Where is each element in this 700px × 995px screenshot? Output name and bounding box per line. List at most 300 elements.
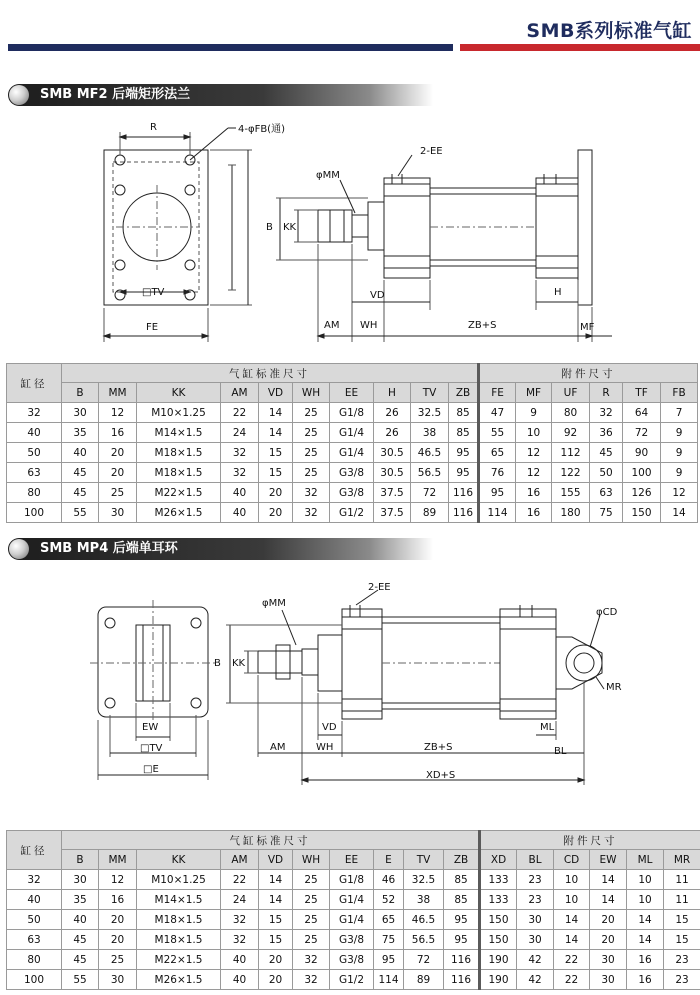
dim-am: AM	[324, 320, 340, 331]
table-cell: 20	[259, 970, 293, 990]
table-cell: 11	[664, 870, 700, 890]
table-cell: 15	[664, 930, 700, 950]
table-cell: 7	[661, 403, 698, 423]
bore-cell: 40	[7, 423, 62, 443]
table-cell: 55	[479, 423, 516, 443]
table-cell: 20	[259, 483, 293, 503]
mp4-spec-table	[6, 830, 700, 990]
table-cell: 95	[444, 930, 480, 950]
table-cell: G1/2	[330, 970, 374, 990]
table-cell: 25	[293, 463, 330, 483]
table-cell: M18×1.5	[137, 443, 221, 463]
table-cell: 20	[590, 910, 627, 930]
group-accessory-dims: 附件尺寸	[480, 831, 700, 850]
table-cell: 20	[99, 910, 137, 930]
table-cell: G1/2	[330, 503, 374, 523]
table-cell: 56.5	[404, 930, 444, 950]
bore-cell: 100	[7, 970, 62, 990]
table-cell: 14	[627, 910, 664, 930]
table-cell: 45	[590, 443, 623, 463]
mp4-table-body	[7, 870, 700, 990]
table-cell: 16	[627, 970, 664, 990]
table-cell: 35	[62, 890, 99, 910]
col-header: R	[590, 383, 623, 403]
table-cell: 180	[552, 503, 590, 523]
table-cell: 40	[221, 970, 259, 990]
table-cell: 12	[99, 403, 137, 423]
section-bullet-icon	[9, 539, 29, 559]
table-cell: 30.5	[374, 443, 411, 463]
table-cell: 95	[374, 950, 404, 970]
col-header: E	[374, 850, 404, 870]
table-cell: 38	[411, 423, 449, 443]
table-cell: G1/4	[330, 890, 374, 910]
table-cell: 32	[293, 950, 330, 970]
table-cell: 22	[221, 403, 259, 423]
dim-tv: □TV	[142, 287, 165, 298]
table-cell: 36	[590, 423, 623, 443]
table-cell: 32	[293, 970, 330, 990]
table-cell: 30	[590, 970, 627, 990]
table-cell: 72	[411, 483, 449, 503]
dim-zb: ZB+S	[424, 742, 453, 753]
table-cell: 190	[480, 950, 517, 970]
table-cell: 25	[99, 950, 137, 970]
table-cell: 9	[516, 403, 552, 423]
table-cell: 114	[374, 970, 404, 990]
col-header: AM	[221, 850, 259, 870]
table-cell: 56.5	[411, 463, 449, 483]
bore-cell: 63	[7, 463, 62, 483]
table-cell: 11	[664, 890, 700, 910]
table-cell: 45	[62, 463, 99, 483]
table-cell: 15	[259, 463, 293, 483]
col-header: XD	[480, 850, 517, 870]
table-cell: 85	[449, 423, 479, 443]
group-accessory-dims: 附件尺寸	[479, 364, 698, 383]
table-cell: M18×1.5	[137, 930, 221, 950]
bore-cell: 40	[7, 890, 62, 910]
header-rule-navy	[8, 44, 453, 51]
table-cell: 25	[293, 930, 330, 950]
table-cell: 92	[552, 423, 590, 443]
table-cell: 25	[293, 870, 330, 890]
table-cell: 89	[411, 503, 449, 523]
mp4-drawing	[0, 565, 700, 790]
table-cell: 46.5	[404, 910, 444, 930]
table-cell: 22	[554, 970, 590, 990]
table-cell: 40	[221, 503, 259, 523]
table-cell: 32	[221, 930, 259, 950]
dim-ee: 2-EE	[368, 582, 391, 593]
table-cell: 52	[374, 890, 404, 910]
table-row	[7, 423, 698, 443]
table-cell: 32	[221, 443, 259, 463]
bore-cell: 32	[7, 403, 62, 423]
dim-wh: WH	[360, 320, 378, 331]
table-row	[7, 503, 698, 523]
table-cell: 85	[444, 870, 480, 890]
table-cell: 100	[623, 463, 661, 483]
table-cell: 14	[590, 870, 627, 890]
table-cell: 25	[293, 890, 330, 910]
col-header: WH	[293, 383, 330, 403]
table-cell: 32	[293, 503, 330, 523]
table-cell: 150	[623, 503, 661, 523]
bore-cell: 50	[7, 443, 62, 463]
table-cell: M14×1.5	[137, 423, 221, 443]
col-header: EE	[330, 850, 374, 870]
col-header: ZB	[444, 850, 480, 870]
table-cell: 72	[404, 950, 444, 970]
dim-ml: ML	[540, 722, 555, 733]
table-cell: 16	[516, 483, 552, 503]
table-cell: 40	[62, 910, 99, 930]
table-cell: 14	[554, 930, 590, 950]
dim-cd: φCD	[596, 607, 618, 618]
dim-kk: KK	[283, 222, 297, 233]
table-cell: 126	[623, 483, 661, 503]
table-cell: 14	[627, 930, 664, 950]
table-cell: G1/4	[330, 910, 374, 930]
column-header-row	[7, 850, 700, 870]
table-cell: 15	[259, 930, 293, 950]
table-cell: 40	[221, 950, 259, 970]
table-cell: 50	[590, 463, 623, 483]
table-cell: M18×1.5	[137, 910, 221, 930]
dim-vd: VD	[322, 722, 337, 733]
table-cell: 9	[661, 423, 698, 443]
table-cell: 63	[590, 483, 623, 503]
table-cell: 80	[552, 403, 590, 423]
table-cell: 16	[99, 423, 137, 443]
table-cell: 32	[590, 403, 623, 423]
table-row	[7, 910, 700, 930]
dim-kk: KK	[232, 658, 246, 669]
table-cell: 116	[444, 970, 480, 990]
table-cell: 12	[516, 443, 552, 463]
table-cell: 85	[449, 403, 479, 423]
col-header: EE	[330, 383, 374, 403]
section-bullet-icon	[9, 85, 29, 105]
table-cell: 55	[62, 503, 99, 523]
dim-e: □E	[143, 764, 159, 775]
col-header: FE	[479, 383, 516, 403]
dim-vd: VD	[370, 290, 385, 301]
dim-b: B	[266, 222, 273, 233]
table-cell: 65	[479, 443, 516, 463]
table-cell: 20	[259, 503, 293, 523]
table-cell: 85	[444, 890, 480, 910]
table-cell: 14	[259, 403, 293, 423]
table-cell: 40	[221, 483, 259, 503]
table-cell: 22	[554, 950, 590, 970]
table-cell: 37.5	[374, 483, 411, 503]
table-cell: 16	[516, 503, 552, 523]
table-cell: 26	[374, 403, 411, 423]
dim-b: B	[214, 658, 221, 669]
table-cell: 12	[661, 483, 698, 503]
col-header: FB	[661, 383, 698, 403]
col-header: H	[374, 383, 411, 403]
bore-cell: 80	[7, 483, 62, 503]
table-cell: 20	[259, 950, 293, 970]
mf2-table-body	[7, 403, 698, 523]
table-cell: 133	[480, 890, 517, 910]
table-cell: 10	[554, 870, 590, 890]
table-row	[7, 463, 698, 483]
table-cell: 45	[62, 950, 99, 970]
table-cell: 20	[99, 443, 137, 463]
table-cell: 32.5	[404, 870, 444, 890]
table-cell: 116	[449, 483, 479, 503]
table-cell: 75	[374, 930, 404, 950]
table-cell: 76	[479, 463, 516, 483]
table-cell: 46	[374, 870, 404, 890]
bore-cell: 100	[7, 503, 62, 523]
table-cell: 55	[62, 970, 99, 990]
table-cell: M10×1.25	[137, 403, 221, 423]
dim-fe: FE	[146, 322, 159, 333]
table-cell: 150	[480, 910, 517, 930]
table-cell: 14	[259, 423, 293, 443]
table-cell: 23	[664, 970, 700, 990]
table-cell: 40	[62, 443, 99, 463]
table-cell: 10	[516, 423, 552, 443]
table-cell: G1/4	[330, 423, 374, 443]
dim-xd: XD+S	[426, 770, 456, 781]
dim-ee: 2-EE	[420, 146, 443, 157]
table-cell: 30	[62, 870, 99, 890]
col-header: B	[62, 850, 99, 870]
table-cell: 25	[293, 443, 330, 463]
table-cell: 9	[661, 463, 698, 483]
group-standard-dims: 气缸标准尺寸	[62, 831, 480, 850]
col-header: MM	[99, 383, 137, 403]
table-cell: 24	[221, 890, 259, 910]
table-cell: 75	[590, 503, 623, 523]
table-cell: 26	[374, 423, 411, 443]
table-cell: 15	[664, 910, 700, 930]
table-cell: 114	[479, 503, 516, 523]
col-header: MR	[664, 850, 700, 870]
table-cell: G1/8	[330, 870, 374, 890]
table-cell: 16	[627, 950, 664, 970]
table-cell: 95	[449, 443, 479, 463]
page-title: SMB系列标准气缸	[526, 20, 692, 42]
section-heading-mp4	[8, 538, 433, 560]
table-cell: 25	[293, 403, 330, 423]
col-bore: 缸径	[7, 831, 62, 870]
table-cell: 65	[374, 910, 404, 930]
dim-mm: φMM	[316, 170, 340, 181]
table-cell: 72	[623, 423, 661, 443]
table-cell: 14	[259, 870, 293, 890]
table-cell: 37.5	[374, 503, 411, 523]
bore-cell: 63	[7, 930, 62, 950]
table-cell: 24	[221, 423, 259, 443]
table-cell: 10	[554, 890, 590, 910]
table-cell: 20	[99, 930, 137, 950]
table-cell: 95	[479, 483, 516, 503]
table-cell: 25	[293, 423, 330, 443]
table-row	[7, 930, 700, 950]
col-header: TF	[623, 383, 661, 403]
table-cell: 9	[661, 443, 698, 463]
table-cell: M10×1.25	[137, 870, 221, 890]
table-cell: 30.5	[374, 463, 411, 483]
table-cell: 16	[99, 890, 137, 910]
table-cell: 46.5	[411, 443, 449, 463]
table-cell: 14	[554, 910, 590, 930]
col-header: AM	[221, 383, 259, 403]
table-cell: 23	[664, 950, 700, 970]
table-cell: 116	[444, 950, 480, 970]
table-cell: G3/8	[330, 463, 374, 483]
flange-front-view	[104, 128, 252, 342]
table-cell: 155	[552, 483, 590, 503]
dim-mf: MF	[580, 322, 595, 333]
dim-h: H	[554, 287, 562, 298]
table-cell: 32.5	[411, 403, 449, 423]
dim-fb: 4-φFB(通)	[238, 124, 285, 135]
table-cell: M26×1.5	[137, 503, 221, 523]
table-cell: G3/8	[330, 950, 374, 970]
col-header: WH	[293, 850, 330, 870]
table-cell: 95	[449, 463, 479, 483]
table-row	[7, 403, 698, 423]
table-row	[7, 443, 698, 463]
column-header-row	[7, 383, 698, 403]
dim-ew: EW	[142, 722, 159, 733]
table-cell: 30	[62, 403, 99, 423]
section-title: SMB MP4 后端单耳环	[40, 541, 178, 556]
col-header: MF	[516, 383, 552, 403]
table-cell: M22×1.5	[137, 483, 221, 503]
dim-am: AM	[270, 742, 286, 753]
table-cell: M18×1.5	[137, 463, 221, 483]
table-cell: 25	[293, 910, 330, 930]
table-row	[7, 890, 700, 910]
table-cell: 25	[99, 483, 137, 503]
table-cell: 10	[627, 870, 664, 890]
header-rule-red	[460, 44, 700, 51]
table-cell: 38	[404, 890, 444, 910]
section-title: SMB MF2 后端矩形法兰	[40, 87, 191, 102]
table-cell: G3/8	[330, 483, 374, 503]
dim-mr: MR	[606, 682, 622, 693]
table-cell: 112	[552, 443, 590, 463]
table-cell: M22×1.5	[137, 950, 221, 970]
table-cell: 23	[517, 890, 554, 910]
table-cell: 20	[99, 463, 137, 483]
section-heading-mf2	[8, 84, 433, 106]
table-cell: G1/8	[330, 403, 374, 423]
table-cell: 89	[404, 970, 444, 990]
col-bore: 缸径	[7, 364, 62, 403]
table-cell: 42	[517, 970, 554, 990]
dim-r: R	[150, 122, 157, 133]
table-cell: G3/8	[330, 930, 374, 950]
table-cell: 23	[517, 870, 554, 890]
col-header: BL	[517, 850, 554, 870]
col-header: CD	[554, 850, 590, 870]
col-header: ML	[627, 850, 664, 870]
table-cell: 133	[480, 870, 517, 890]
col-header: B	[62, 383, 99, 403]
table-cell: 10	[627, 890, 664, 910]
table-cell: 95	[444, 910, 480, 930]
group-standard-dims: 气缸标准尺寸	[62, 364, 479, 383]
table-cell: 32	[221, 910, 259, 930]
dim-wh: WH	[316, 742, 334, 753]
table-cell: 45	[62, 930, 99, 950]
table-cell: 32	[293, 483, 330, 503]
table-cell: 190	[480, 970, 517, 990]
table-cell: M26×1.5	[137, 970, 221, 990]
bore-cell: 32	[7, 870, 62, 890]
table-cell: 30	[590, 950, 627, 970]
table-cell: M14×1.5	[137, 890, 221, 910]
dim-zb: ZB+S	[468, 320, 497, 331]
table-cell: 14	[259, 890, 293, 910]
table-cell: 20	[590, 930, 627, 950]
table-row	[7, 870, 700, 890]
table-cell: 14	[661, 503, 698, 523]
table-cell: G1/4	[330, 443, 374, 463]
table-cell: 150	[480, 930, 517, 950]
table-cell: 47	[479, 403, 516, 423]
mf2-spec-table	[6, 363, 698, 523]
table-cell: 35	[62, 423, 99, 443]
col-header: KK	[137, 850, 221, 870]
col-header: TV	[404, 850, 444, 870]
table-cell: 14	[590, 890, 627, 910]
table-cell: 15	[259, 443, 293, 463]
table-cell: 30	[517, 910, 554, 930]
table-cell: 30	[99, 503, 137, 523]
col-header: MM	[99, 850, 137, 870]
col-header: EW	[590, 850, 627, 870]
table-cell: 116	[449, 503, 479, 523]
col-header: UF	[552, 383, 590, 403]
table-cell: 122	[552, 463, 590, 483]
table-row	[7, 483, 698, 503]
dim-tv: □TV	[140, 743, 163, 754]
table-cell: 12	[516, 463, 552, 483]
table-row	[7, 970, 700, 990]
table-cell: 15	[259, 910, 293, 930]
col-header: VD	[259, 850, 293, 870]
bore-cell: 80	[7, 950, 62, 970]
table-cell: 45	[62, 483, 99, 503]
table-cell: 64	[623, 403, 661, 423]
bore-cell: 50	[7, 910, 62, 930]
table-cell: 30	[517, 930, 554, 950]
table-cell: 12	[99, 870, 137, 890]
table-cell: 32	[221, 463, 259, 483]
table-cell: 42	[517, 950, 554, 970]
col-header: KK	[137, 383, 221, 403]
dim-mm: φMM	[262, 598, 286, 609]
col-header: VD	[259, 383, 293, 403]
col-header: TV	[411, 383, 449, 403]
table-cell: 30	[99, 970, 137, 990]
table-cell: 22	[221, 870, 259, 890]
mf2-drawing	[0, 110, 700, 360]
table-cell: 90	[623, 443, 661, 463]
dim-bl: BL	[554, 746, 567, 757]
